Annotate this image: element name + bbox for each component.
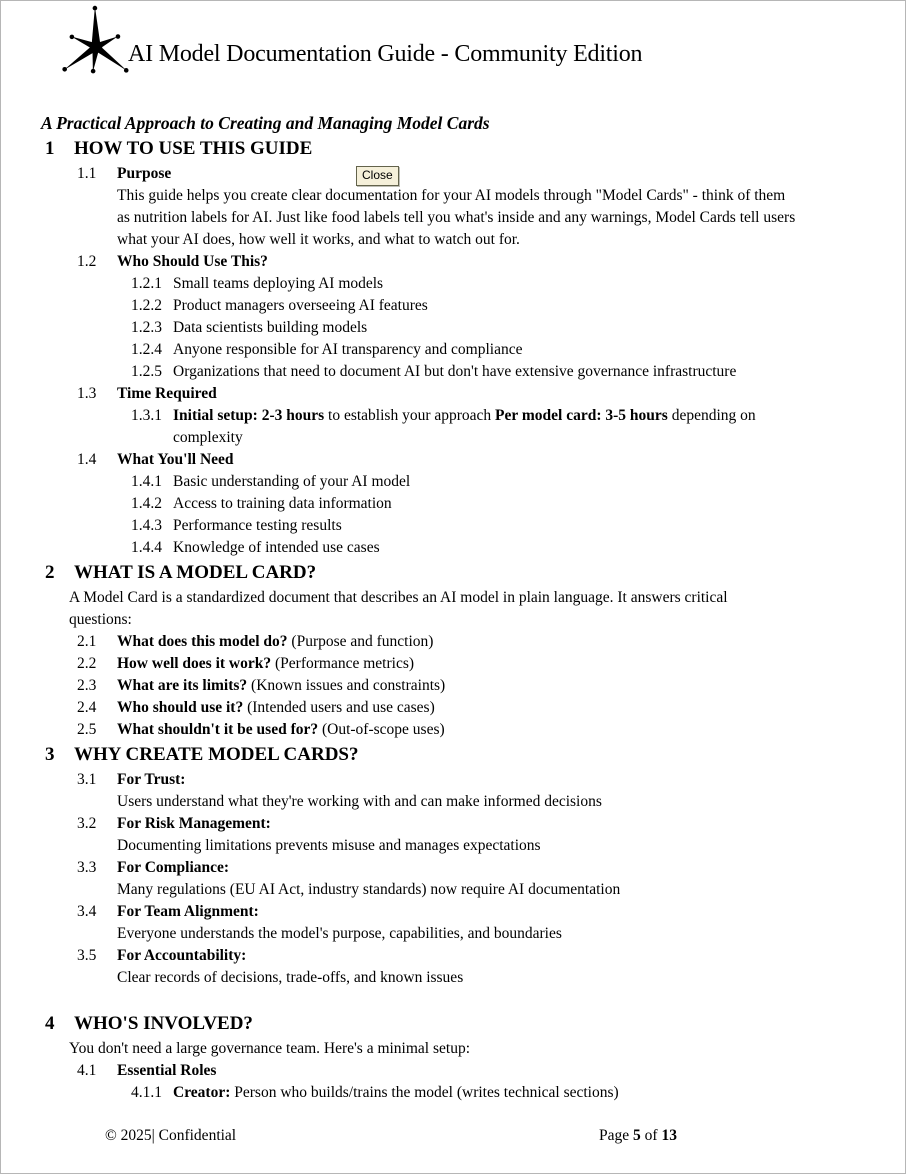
section-heading-text: WHO'S INVOLVED?: [74, 1013, 253, 1034]
subsection-1-4: [1, 449, 905, 471]
section-heading-1: [1, 136, 905, 162]
role-description: Person who builds/trains the model (writes technical sections): [230, 1084, 619, 1101]
paragraph-line: as nutrition labels for AI. Just like food labels tell you what's inside and any warnings, Model Cards tell users: [117, 209, 796, 226]
list-item-number: 1.4.2: [131, 495, 162, 512]
section-heading-text: HOW TO USE THIS GUIDE: [74, 138, 313, 159]
list-item: [1, 813, 905, 835]
subsection-number: 4.1: [77, 1062, 97, 1079]
list-item-text: Basic understanding of your AI model: [173, 473, 411, 490]
question-text: What shouldn't it be used for?: [117, 721, 319, 738]
list-item: [1, 515, 905, 537]
star-logo-icon: [60, 5, 132, 81]
list-item-description: Clear records of decisions, trade-offs, and known issues: [117, 969, 464, 986]
list-item-number: 3.4: [77, 903, 97, 920]
list-item-text: Knowledge of intended use cases: [173, 539, 380, 556]
question-text: What are its limits?: [117, 677, 248, 694]
text-run-line2: complexity: [173, 429, 243, 446]
list-item-text: Organizations that need to document AI but don't have extensive governance infrastructure: [173, 363, 737, 380]
list-item-number: 1.2.5: [131, 363, 162, 380]
subsection-number: 1.3: [77, 385, 97, 402]
list-item-number: 4.1.1: [131, 1084, 162, 1101]
paragraph-line: questions:: [69, 611, 132, 628]
subsection-number: 1.2: [77, 253, 97, 270]
list-item-number: 1.2.1: [131, 275, 162, 292]
list-item-text: Small teams deploying AI models: [173, 275, 384, 292]
section-heading-3: [1, 742, 905, 768]
list-item-label: For Trust:: [117, 771, 186, 788]
list-item: [1, 295, 905, 317]
section-2-intro: [1, 587, 905, 631]
subsection-4-1: [1, 1060, 905, 1082]
answer-text: (Performance metrics): [271, 655, 415, 672]
list-item: [1, 471, 905, 493]
section-heading-4: [1, 1011, 905, 1037]
list-item-text: Access to training data information: [173, 495, 392, 512]
list-item-description: Everyone understands the model's purpose, capabilities, and boundaries: [117, 925, 562, 942]
list-item: [1, 273, 905, 295]
list-item-text: [173, 1082, 619, 1104]
subsection-heading: Who Should Use This?: [117, 253, 268, 270]
list-item-number: 1.4.4: [131, 539, 162, 556]
list-item-number: 1.2.3: [131, 319, 162, 336]
role-label: Creator:: [173, 1084, 231, 1101]
answer-text: (Purpose and function): [287, 633, 434, 650]
close-button[interactable]: Close: [356, 166, 399, 186]
subsection-number: 1.4: [77, 451, 97, 468]
list-item-number: 3.3: [77, 859, 97, 876]
text-run: depending on: [667, 407, 756, 424]
paragraph-line: This guide helps you create clear documentation for your AI models through "Model Cards" - think of them: [117, 187, 786, 204]
subsection-heading: Purpose: [117, 165, 172, 182]
list-item: [1, 653, 905, 675]
list-item-text: [117, 697, 435, 719]
subsection-heading: Time Required: [117, 385, 217, 402]
subsection-1-2: [1, 251, 905, 273]
list-item: [1, 901, 905, 923]
section-number: 4: [45, 1013, 55, 1034]
paragraph-line: A Model Card is a standardized document that describes an AI model in plain language. It answers critical: [69, 589, 728, 606]
bold-run: Per model card: 3-5 hours: [495, 407, 668, 424]
of-word: of: [640, 1127, 662, 1144]
list-item-text: [117, 675, 445, 697]
list-item: [1, 405, 905, 449]
section-heading-text: WHAT IS A MODEL CARD?: [74, 562, 317, 583]
section-number: 1: [45, 138, 55, 159]
subsection-heading: What You'll Need: [117, 451, 234, 468]
list-item: [1, 675, 905, 697]
section-heading-text: WHY CREATE MODEL CARDS?: [74, 744, 359, 765]
list-item: [1, 537, 905, 559]
list-item-description: Many regulations (EU AI Act, industry standards) now require AI documentation: [117, 881, 621, 898]
list-item: [1, 631, 905, 653]
list-item: [1, 317, 905, 339]
list-item-number: 2.1: [77, 633, 97, 650]
footer-page-number: [599, 1125, 677, 1147]
answer-text: (Intended users and use cases): [243, 699, 435, 716]
list-item-description: Documenting limitations prevents misuse and manages expectations: [117, 837, 541, 854]
list-item-text: [117, 653, 414, 675]
list-item-text: Anyone responsible for AI transparency and compliance: [173, 341, 523, 358]
list-item-number: 3.5: [77, 947, 97, 964]
list-item-label: For Compliance:: [117, 859, 230, 876]
list-item-number: 2.3: [77, 677, 97, 694]
text-run: to establish your approach: [324, 407, 496, 424]
list-item-number: 1.4.3: [131, 517, 162, 534]
subsection-1-3: [1, 383, 905, 405]
list-item-label: For Risk Management:: [117, 815, 271, 832]
list-item-description: Users understand what they're working with and can make informed decisions: [117, 793, 602, 810]
document-body: [1, 111, 905, 1104]
subsection-number: 1.1: [77, 165, 97, 182]
section-number: 3: [45, 744, 55, 765]
answer-text: (Known issues and constraints): [247, 677, 446, 694]
list-item-number: 2.2: [77, 655, 97, 672]
list-item-number: 1.2.2: [131, 297, 162, 314]
page-title: AI Model Documentation Guide - Community Edition: [128, 41, 643, 67]
paragraph-line: what your AI does, how well it works, and what to watch out for.: [117, 231, 520, 248]
list-item-number: 3.2: [77, 815, 97, 832]
list-item-number: 1.4.1: [131, 473, 162, 490]
section-number: 2: [45, 562, 55, 583]
list-item: [1, 945, 905, 967]
list-item: [1, 1082, 905, 1104]
list-item-text: Performance testing results: [173, 517, 342, 534]
question-text: Who should use it?: [117, 699, 244, 716]
list-item: [1, 769, 905, 791]
list-item: [1, 857, 905, 879]
list-item-text: [173, 405, 756, 449]
list-item-number: 2.5: [77, 721, 97, 738]
list-item: [1, 339, 905, 361]
document-subtitle: A Practical Approach to Creating and Managing Model Cards: [41, 113, 490, 133]
question-text: How well does it work?: [117, 655, 272, 672]
page-total: 13: [661, 1127, 677, 1144]
section-4-intro: You don't need a large governance team. Here's a minimal setup:: [69, 1040, 471, 1057]
page-current: 5: [633, 1127, 641, 1144]
question-text: What does this model do?: [117, 633, 288, 650]
list-item-text: [117, 631, 433, 653]
answer-text: (Out-of-scope uses): [318, 721, 445, 738]
list-item-number: 3.1: [77, 771, 97, 788]
list-item-text: [117, 719, 445, 741]
list-item: [1, 697, 905, 719]
subsection-heading: Essential Roles: [117, 1062, 217, 1079]
list-item-number: 1.2.4: [131, 341, 162, 358]
list-item-label: For Accountability:: [117, 947, 247, 964]
list-item-text: Data scientists building models: [173, 319, 368, 336]
footer-copyright: © 2025| Confidential: [105, 1127, 237, 1144]
list-item-label: For Team Alignment:: [117, 903, 259, 920]
list-item-number: 2.4: [77, 699, 97, 716]
bold-run: Initial setup: 2-3 hours: [173, 407, 325, 424]
list-item-text: Product managers overseeing AI features: [173, 297, 428, 314]
section-heading-2: [1, 560, 905, 586]
list-item: [1, 493, 905, 515]
list-item-number: 1.3.1: [131, 407, 162, 424]
paragraph-purpose: [1, 185, 905, 251]
list-item: [1, 361, 905, 383]
list-item: [1, 719, 905, 741]
subsection-1-1: [1, 163, 905, 185]
page-word: Page: [599, 1127, 634, 1144]
